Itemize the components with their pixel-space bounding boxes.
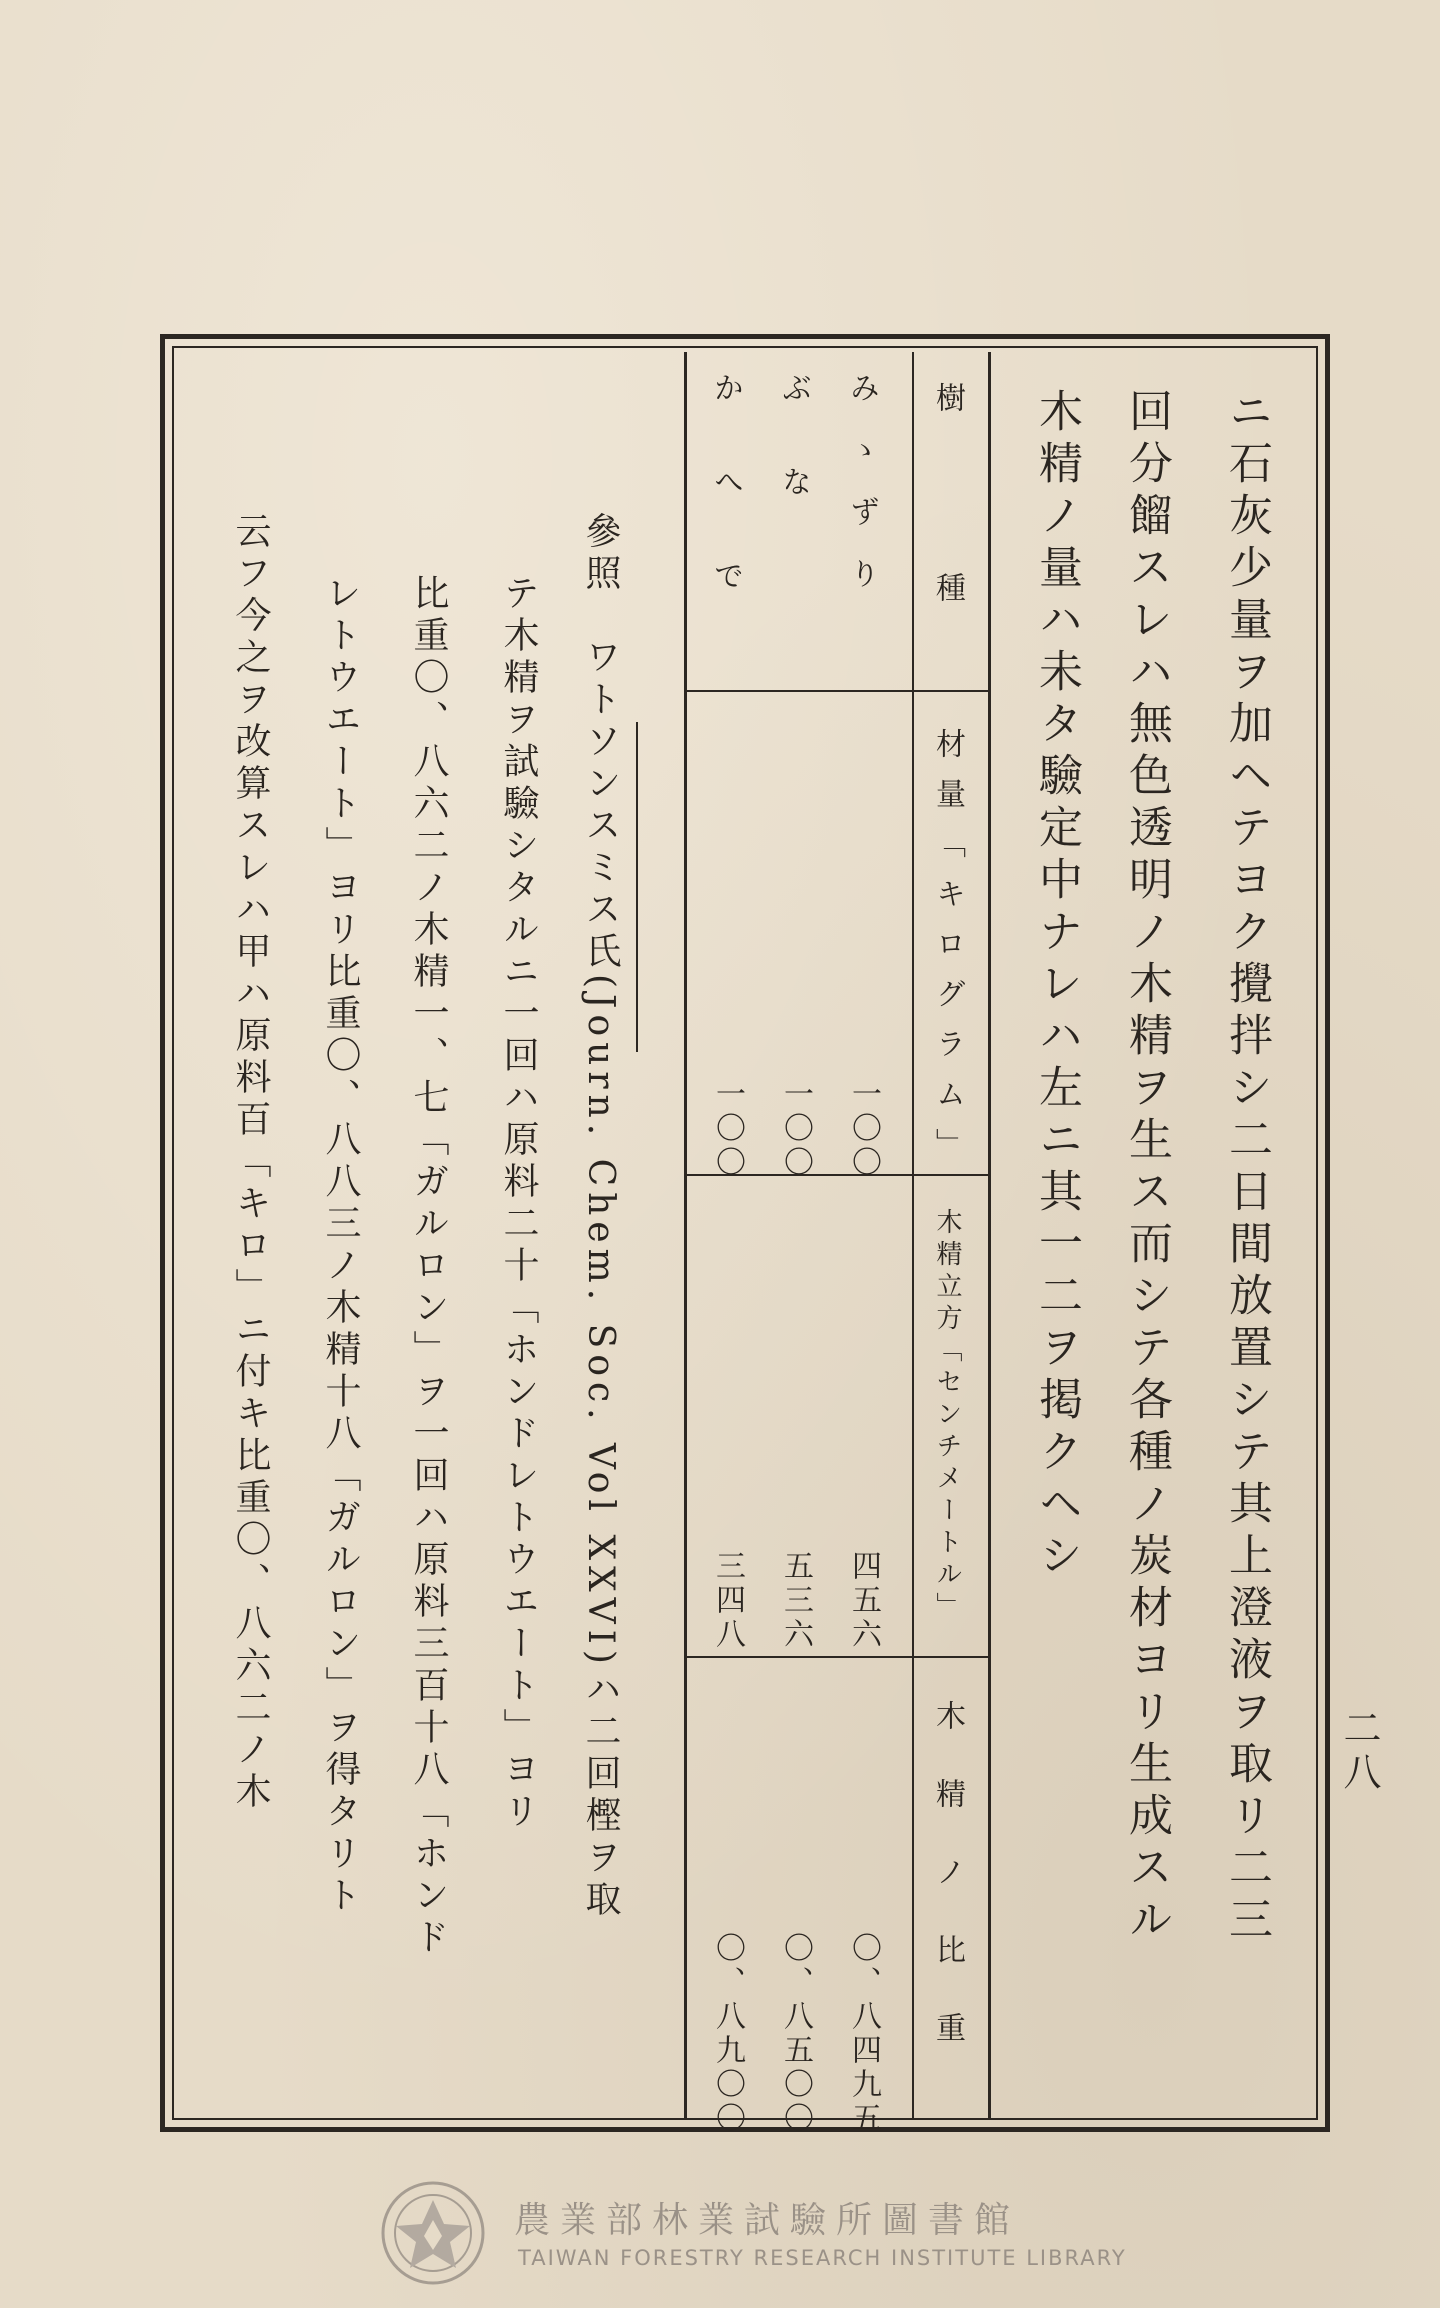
note-separator — [636, 722, 638, 1052]
row2-gravity: 〇、八五〇〇 — [778, 1932, 813, 2136]
library-watermark — [372, 2178, 1127, 2288]
note-line-5: 云フ今之ヲ改算スレハ甲ハ原料百「キロ」ニ付キ比重〇、八六二ノ木 — [230, 512, 271, 1814]
row1-gravity: 〇、八四九五 — [846, 1932, 881, 2136]
note-line-1: 參照 ワトソンスミス氏(Journ. Chem. Soc. Vol XXVI)ハ二回樫ヲ取 — [580, 512, 621, 1922]
body-line-1: ニ石灰少量ヲ加ヘテヨク攪拌シ二日間放置シテ其上澄液ヲ取リ二三 — [1221, 388, 1272, 1948]
note-line-3: 比重〇、八六二ノ木精一、七「ガルロン」ヲ一回ハ原料三百十八「ホンド — [408, 574, 449, 1960]
table-rule-left — [684, 352, 687, 2118]
table-rule-row3 — [686, 1656, 988, 1658]
page-number: 二八 — [1337, 1708, 1381, 1796]
table-rule-header — [912, 352, 914, 2118]
library-name-cn: 農業部林業試驗所圖書館 — [514, 2200, 1021, 2241]
header-species: 樹種 — [930, 382, 965, 762]
header-material: 材量「キログラム」 — [930, 728, 965, 1178]
table-rule-right — [988, 352, 991, 2118]
row2-material: 一〇〇 — [778, 1078, 813, 1180]
row1-material: 一〇〇 — [846, 1078, 881, 1180]
library-seal-icon — [372, 2178, 494, 2288]
header-volume: 木精立方「センチメートル」 — [932, 1208, 962, 1624]
row1-volume: 四五六 — [846, 1550, 881, 1652]
body-line-3: 木精ノ量ハ未タ驗定中ナレハ左ニ其一二ヲ掲クヘシ — [1031, 388, 1082, 1584]
row3-gravity: 〇、八九〇〇 — [710, 1932, 745, 2136]
row3-species: かへで — [708, 372, 743, 654]
row3-material: 一〇〇 — [710, 1078, 745, 1180]
body-line-2: 回分餾スレハ無色透明ノ木精ヲ生ス而シテ各種ノ炭材ヨリ生成スル — [1121, 388, 1172, 1948]
note-line-4: レトウエート」ヨリ比重〇、八八三ノ木精十八「ガルロン」ヲ得タリト — [320, 574, 361, 1918]
note-line-2: テ木精ヲ試驗シタルニ一回ハ原料二十「ホンドレトウエート」ヨリ — [498, 574, 539, 1834]
row2-volume: 五三六 — [778, 1550, 813, 1652]
library-name-en: TAIWAN FORESTRY RESEARCH INSTITUTE LIBRARY — [518, 2246, 1127, 2270]
row2-species: ぶな — [776, 372, 811, 560]
header-gravity: 木精ノ比重 — [930, 1700, 965, 2090]
row1-species: みゝずり — [844, 372, 879, 620]
row3-volume: 三四八 — [710, 1550, 745, 1652]
